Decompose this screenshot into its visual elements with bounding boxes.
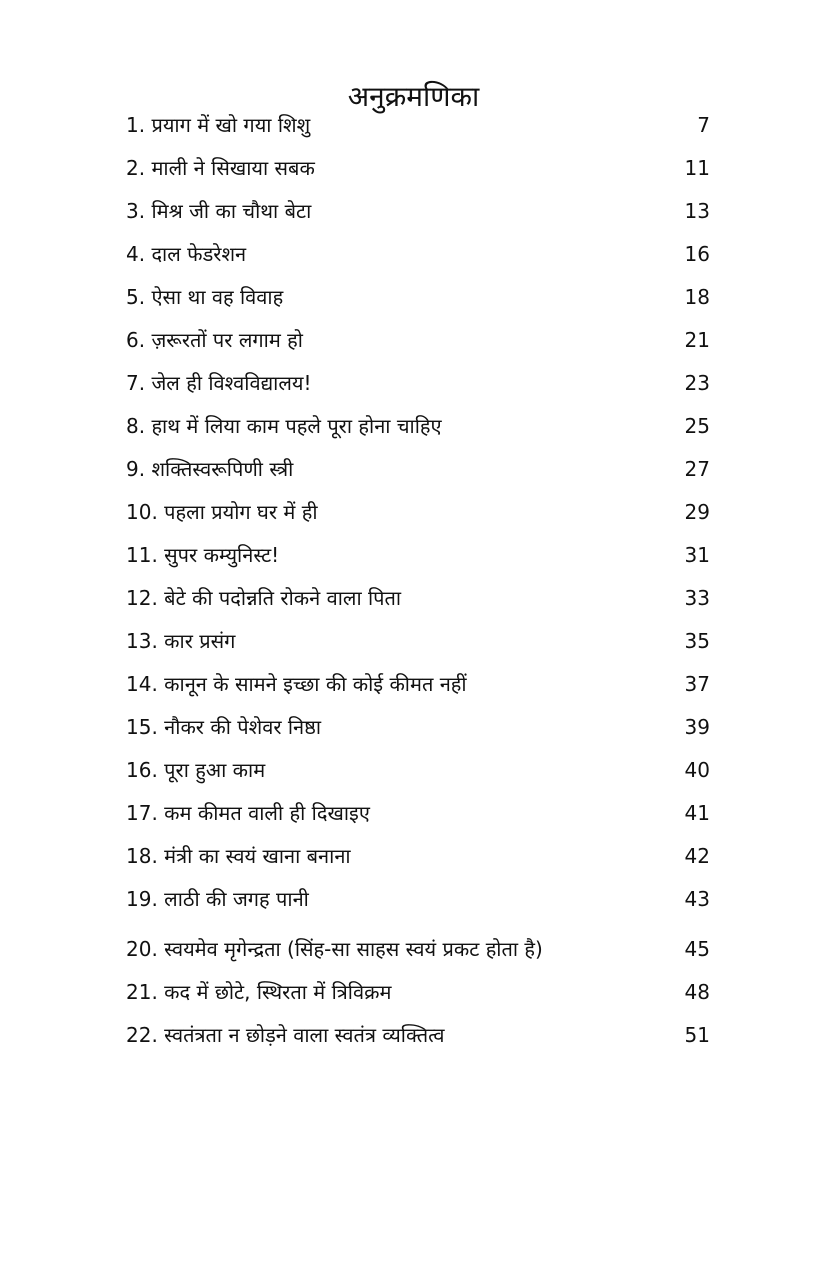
toc-entry-title: 9. शक्तिस्वरूपिणी स्त्री	[126, 457, 294, 481]
toc-entry	[126, 749, 710, 792]
toc-entry	[126, 878, 710, 921]
toc-entry-page: 35	[684, 629, 710, 653]
toc-entry-title: 4. दाल फेडरेशन	[126, 242, 247, 266]
toc-entry-title: 13. कार प्रसंग	[126, 629, 236, 653]
toc-entry	[126, 1014, 710, 1057]
toc-entry	[126, 792, 710, 835]
toc-entry-page: 51	[684, 1023, 710, 1047]
toc-entry-page: 39	[684, 715, 710, 739]
toc-entry	[126, 534, 710, 577]
table-of-contents	[126, 104, 710, 1057]
toc-entry	[126, 928, 710, 971]
toc-entry-title: 5. ऐसा था वह विवाह	[126, 285, 284, 309]
toc-entry	[126, 577, 710, 620]
toc-entry	[126, 971, 710, 1014]
toc-entry-title: 1. प्रयाग में खो गया शिशु	[126, 113, 311, 137]
toc-entry-title: 17. कम कीमत वाली ही दिखाइए	[126, 801, 370, 825]
toc-entry-title: 12. बेटे की पदोन्नति रोकने वाला पिता	[126, 586, 402, 610]
toc-entry	[126, 835, 710, 878]
toc-entry	[126, 706, 710, 749]
toc-entry-title: 3. मिश्र जी का चौथा बेटा	[126, 199, 312, 223]
toc-entry	[126, 491, 710, 534]
toc-entry-title: 19. लाठी की जगह पानी	[126, 887, 309, 911]
toc-entry-page: 42	[684, 844, 710, 868]
toc-entry-title: 16. पूरा हुआ काम	[126, 758, 266, 782]
toc-entry-title: 20. स्वयमेव मृगेन्द्रता (सिंह-सा साहस स्वयं प्रकट होता है)	[126, 937, 543, 961]
toc-entry-page: 33	[684, 586, 710, 610]
toc-entry-page: 18	[684, 285, 710, 309]
toc-entry-page: 11	[684, 156, 710, 180]
toc-entry-page: 27	[684, 457, 710, 481]
toc-entry-page: 16	[684, 242, 710, 266]
toc-entry	[126, 276, 710, 319]
toc-entry	[126, 190, 710, 233]
toc-entry-page: 48	[684, 980, 710, 1004]
toc-entry-page: 31	[684, 543, 710, 567]
toc-entry-page: 13	[684, 199, 710, 223]
toc-entry-page: 23	[684, 371, 710, 395]
toc-entry-page: 25	[684, 414, 710, 438]
toc-entry	[126, 104, 710, 147]
toc-entry	[126, 620, 710, 663]
toc-entry-title: 2. माली ने सिखाया सबक	[126, 156, 315, 180]
toc-entry-page: 21	[684, 328, 710, 352]
toc-entry-page: 41	[684, 801, 710, 825]
toc-entry-title: 11. सुपर कम्युनिस्ट!	[126, 543, 280, 567]
toc-entry-page: 37	[684, 672, 710, 696]
toc-entry-page: 7	[697, 113, 710, 137]
toc-entry-title: 22. स्वतंत्रता न छोड़ने वाला स्वतंत्र व्यक्तित्व	[126, 1023, 445, 1047]
page-title: अनुक्रमणिका	[347, 79, 480, 113]
toc-entry-title: 8. हाथ में लिया काम पहले पूरा होना चाहिए	[126, 414, 442, 438]
toc-entry	[126, 233, 710, 276]
toc-entry	[126, 319, 710, 362]
toc-entry-title: 18. मंत्री का स्वयं खाना बनाना	[126, 844, 351, 868]
toc-entry	[126, 448, 710, 491]
toc-entry	[126, 405, 710, 448]
toc-entry-title: 21. कद में छोटे, स्थिरता में त्रिविक्रम	[126, 980, 392, 1004]
toc-entry	[126, 362, 710, 405]
toc-entry-page: 40	[684, 758, 710, 782]
toc-entry-page: 45	[684, 937, 710, 961]
toc-entry-title: 10. पहला प्रयोग घर में ही	[126, 500, 318, 524]
toc-entry	[126, 663, 710, 706]
toc-entry-title: 15. नौकर की पेशेवर निष्ठा	[126, 715, 322, 739]
toc-entry-page: 43	[684, 887, 710, 911]
toc-entry-title: 7. जेल ही विश्वविद्यालय!	[126, 371, 312, 395]
toc-entry-title: 14. कानून के सामने इच्छा की कोई कीमत नहीं	[126, 672, 467, 696]
toc-entry-title: 6. ज़रूरतों पर लगाम हो	[126, 328, 303, 352]
toc-entry	[126, 147, 710, 190]
toc-entry-page: 29	[684, 500, 710, 524]
